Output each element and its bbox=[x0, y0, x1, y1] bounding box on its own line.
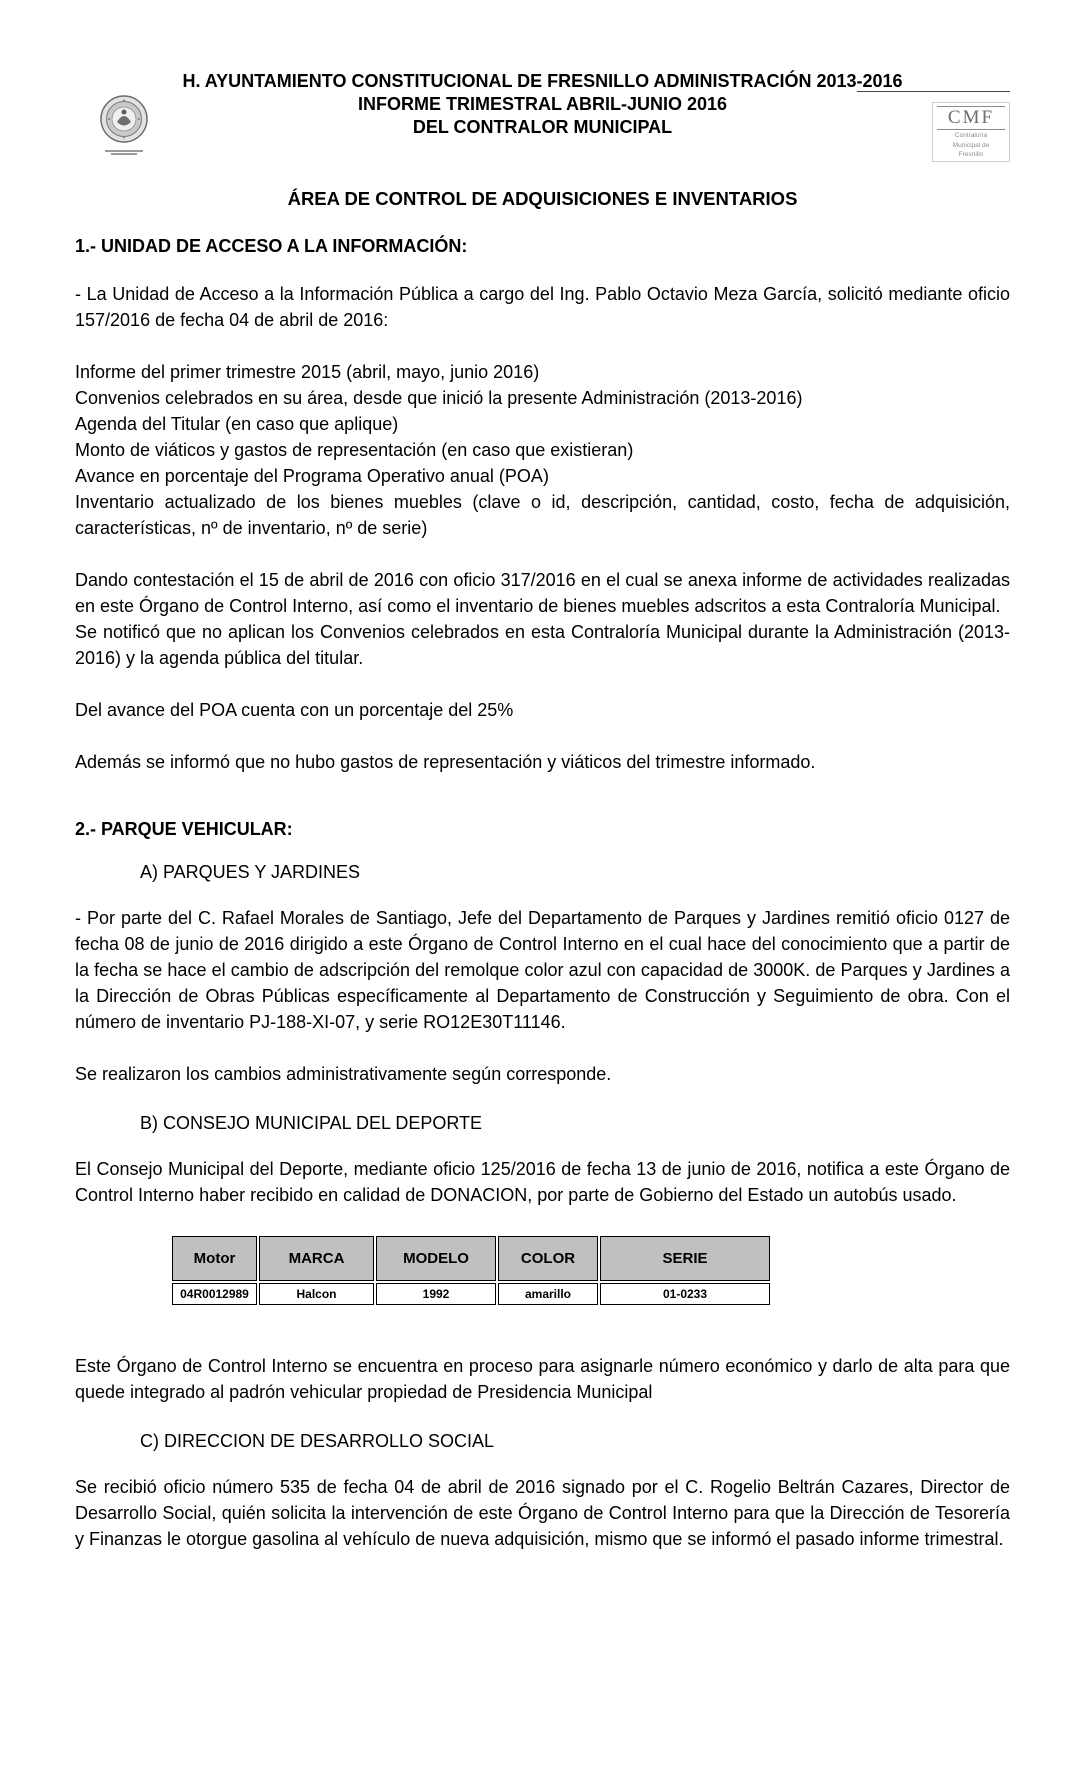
list-item: Inventario actualizado de los bienes muebles (clave o id, descripción, cantidad, costo, fecha de adquisición, características, nº de inventario, nº de serie) bbox=[75, 492, 1010, 538]
section-1-paragraph-5: Además se informó que no hubo gastos de representación y viáticos del trimestre informado. bbox=[75, 752, 816, 772]
column-header-serie: SERIE bbox=[600, 1236, 770, 1281]
cmf-logo-text: CMF bbox=[937, 106, 1005, 130]
seal-caption-line bbox=[111, 153, 137, 155]
list-item: Informe del primer trimestre 2015 (abril, mayo, junio 2016) bbox=[75, 362, 540, 382]
column-header-motor: Motor bbox=[172, 1236, 257, 1281]
list-item: Monto de viáticos y gastos de representación (en caso que existieran) bbox=[75, 440, 634, 460]
cmf-caption-line-3: Fresnillo bbox=[958, 151, 984, 158]
subsection-b-paragraph-1: El Consejo Municipal del Deporte, mediante oficio 125/2016 de fecha 13 de junio de 2016, notifica a este Órgano de Control Interno haber recibido en calidad de DONACION, por parte de Gobierno del Estado un autobús usado. bbox=[75, 1159, 1010, 1205]
subsection-a-paragraph-1: - Por parte del C. Rafael Morales de Santiago, Jefe del Departamento de Parques y Jardines remitió oficio 0127 de fecha 08 de junio de 2016 dirigido a este Órgano de Control Interno en el cual hace del conocimiento que a partir de la fecha se hace el cambio de adscripción del remolque color azul con capacidad de 3000K. de Parques y Jardines a la Dirección de Obras Públicas específicamente al Departamento de Construcción y Seguimiento de obra. Con el número de inventario PJ-188-XI-07, y serie RO12E30T11146. bbox=[75, 908, 1010, 1032]
cell-modelo: 1992 bbox=[376, 1283, 496, 1305]
subsection-a-paragraph-2: Se realizaron los cambios administrativamente según corresponde. bbox=[75, 1064, 612, 1084]
header-line-3: DEL CONTRALOR MUNICIPAL bbox=[412, 117, 673, 137]
column-header-marca: MARCA bbox=[259, 1236, 374, 1281]
list-item: Convenios celebrados en su área, desde que inició la presente Administración (2013-2016) bbox=[75, 388, 803, 408]
header-underline-rule bbox=[857, 91, 1010, 92]
section-1-paragraph-1: - La Unidad de Acceso a la Información Pública a cargo del Ing. Pablo Octavio Meza García, solicitó mediante oficio 157/2016 de fecha 04 de abril de 2016: bbox=[75, 284, 1010, 330]
section-1-paragraph-3: Se notificó que no aplican los Convenios celebrados en esta Contraloría Municipal durante la Administración (2013-2016) y la agenda pública del titular. bbox=[75, 622, 1010, 668]
section-1-paragraph-2: Dando contestación el 15 de abril de 2016 con oficio 317/2016 en el cual se anexa informe de actividades realizadas en este Órgano de Control Interno, así como el inventario de bienes muebles adscritos a esta Contraloría Municipal. bbox=[75, 570, 1010, 616]
list-item: Avance en porcentaje del Programa Operativo anual (POA) bbox=[75, 466, 549, 486]
cell-marca: Halcon bbox=[259, 1283, 374, 1305]
vehicle-table-header-row bbox=[172, 1236, 770, 1281]
cmf-caption-line-2: Municipal de bbox=[952, 141, 990, 149]
cmf-caption-line-1: Contraloría bbox=[954, 132, 988, 139]
subsection-c-heading: C) DIRECCION DE DESARROLLO SOCIAL bbox=[140, 1431, 495, 1451]
section-1-heading: 1.- UNIDAD DE ACCESO A LA INFORMACIÓN: bbox=[75, 236, 468, 256]
subsection-b-paragraph-2: Este Órgano de Control Interno se encuentra en proceso para asignarle número económico y darlo de alta para que quede integrado al padrón vehicular propiedad de Presidencia Municipal bbox=[75, 1356, 1010, 1402]
header-line-1: H. AYUNTAMIENTO CONSTITUCIONAL DE FRESNILLO ADMINISTRACIÓN 2013-2016 bbox=[182, 71, 903, 91]
vehicle-table bbox=[170, 1234, 772, 1307]
page-title: ÁREA DE CONTROL DE ADQUISICIONES E INVENTARIOS bbox=[287, 188, 798, 209]
seal-caption-line bbox=[105, 150, 143, 152]
column-header-color: COLOR bbox=[498, 1236, 598, 1281]
header-title-block bbox=[75, 70, 1010, 139]
cell-color: amarillo bbox=[498, 1283, 598, 1305]
subsection-b-heading: B) CONSEJO MUNICIPAL DEL DEPORTE bbox=[140, 1113, 483, 1133]
subsection-a-heading: A) PARQUES Y JARDINES bbox=[140, 862, 361, 882]
section-1-paragraph-4: Del avance del POA cuenta con un porcentaje del 25% bbox=[75, 700, 514, 720]
document-header bbox=[75, 70, 1010, 172]
subsection-c-paragraph-1: Se recibió oficio número 535 de fecha 04 de abril de 2016 signado por el C. Rogelio Beltrán Cazares, Director de Desarrollo Social, quién solicita la intervención de este Órgano de Control Interno para que la Dirección de Tesorería y Finanzas le otorgue gasolina al vehículo de nueva adquisición, mismo que se informó el pasado informe trimestral. bbox=[75, 1477, 1010, 1549]
seal-icon bbox=[99, 94, 149, 144]
cmf-logo bbox=[932, 102, 1010, 162]
cell-serie: 01-0233 bbox=[600, 1283, 770, 1305]
cell-motor: 04R0012989 bbox=[172, 1283, 257, 1305]
section-2-heading: 2.- PARQUE VEHICULAR: bbox=[75, 819, 293, 839]
municipal-seal-logo bbox=[99, 94, 149, 156]
header-line-2: INFORME TRIMESTRAL ABRIL-JUNIO 2016 bbox=[357, 94, 728, 114]
list-item: Agenda del Titular (en caso que aplique) bbox=[75, 414, 399, 434]
table-row bbox=[172, 1283, 770, 1305]
requested-items-list bbox=[75, 359, 1010, 541]
column-header-modelo: MODELO bbox=[376, 1236, 496, 1281]
